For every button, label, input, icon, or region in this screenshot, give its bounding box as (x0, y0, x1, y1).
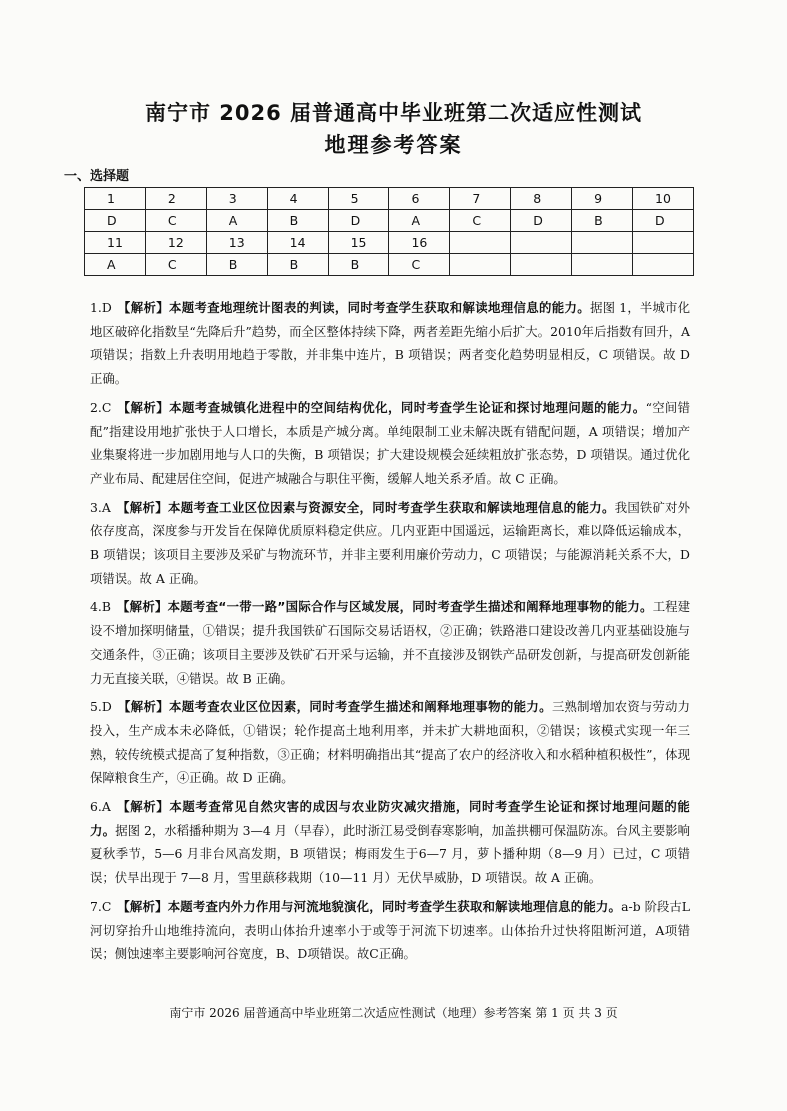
answer-table-row (85, 188, 694, 210)
answer-table-cell: C (145, 254, 206, 276)
answer-table-cell: B (206, 254, 267, 276)
answer-table-cell: B (328, 254, 389, 276)
answer-table-cell: 10 (633, 188, 694, 210)
explanation-body: 三熟制增加农资与劳动力投入，生产成本未必降低，①错误；轮作提高土地利用率，并未扩大耕地面积，②错误；该模式实现一年三熟，较传统模式提高了复种指数，③正确；材料明确指出其“提高了农户的经济收入和水稻种植积极性”，体现保障粮食生产，④正确。故 D 正确。 (90, 699, 690, 786)
answer-table-cell: 2 (145, 188, 206, 210)
question-number: 2.C (90, 399, 112, 415)
answer-table-cell: 13 (206, 232, 267, 254)
answer-table-cell: 8 (511, 188, 572, 210)
explanation-heading: 【解析】本题考查常见自然灾害的成因与农业防灾减灾措施，同时考查学生论证和探讨地理问题的能力。 (90, 799, 690, 838)
answer-table-cell: D (328, 210, 389, 232)
answer-table-cell (450, 254, 511, 276)
explanation-item (90, 595, 690, 690)
explanation-body: 据图 1，半城市化地区破碎化指数呈“先降后升”趋势，而全区整体持续下降，两者差距先缩小后扩大。2010年后指数有回升，A 项错误；指数上升表明用地趋于零散，并非集中连片，B 项错误；两者变化趋势明显相反，C 项错误。故 D 正确。 (90, 300, 690, 387)
explanation-heading: 【解析】本题考查工业区位因素与资源安全，同时考查学生获取和解读地理信息的能力。 (116, 499, 615, 515)
answer-table-cell (450, 232, 511, 254)
title-line-1: 南宁市 2026 届普通高中毕业班第二次适应性测试 (144, 101, 643, 125)
explanation-heading: 【解析】本题考查“一带一路”国际合作与区域发展，同时考查学生描述和阐释地理事物的能力。 (116, 599, 653, 615)
explanation-heading: 【解析】本题考查城镇化进程中的空间结构优化，同时考查学生论证和探讨地理问题的能力。 (117, 399, 646, 415)
answer-table-cell: C (389, 254, 450, 276)
answer-table-cell: 14 (267, 232, 328, 254)
answer-table-cell: A (206, 210, 267, 232)
answer-table-cell: B (572, 210, 633, 232)
explanation-item (90, 895, 690, 966)
answer-table-cell: C (145, 210, 206, 232)
question-number: 4.B (90, 599, 111, 615)
answer-table-cell: D (633, 210, 694, 232)
answer-table-cell: 12 (145, 232, 206, 254)
answer-table-cell: 5 (328, 188, 389, 210)
answer-table-cell: 1 (85, 188, 146, 210)
explanation-body: 工程建设不增加探明储量，①错误；提升我国铁矿石国际交易话语权，②正确；铁路港口建设改善几内亚基础设施与交通条件，③正确；该项目主要涉及铁矿石开采与运输，并不直接涉及钢铁产品研发创新，与提高研发创新能力无直接关联，④错误。故 B 正确。 (90, 599, 691, 686)
explanation-item (90, 296, 690, 391)
explanation-body: a-b 阶段古L河切穿抬升山地维持流向，表明山体抬升速率小于或等于河流下切速率。山体抬升过快将阻断河道，A项错误；侧蚀速率主要影响河谷宽度，B、D项错误。故C正确。 (90, 898, 690, 962)
explanation-item (90, 496, 690, 591)
explanation-item (90, 695, 690, 790)
question-number: 7.C (90, 898, 112, 914)
answer-table-cell: 7 (450, 188, 511, 210)
answer-table-cell: B (267, 254, 328, 276)
answer-table-cell (572, 254, 633, 276)
question-number: 6.A (90, 799, 111, 815)
answer-table-cell: C (450, 210, 511, 232)
explanation-item (90, 396, 690, 491)
explanation-heading: 【解析】本题考查地理统计图表的判读，同时考查学生获取和解读地理信息的能力。 (117, 300, 591, 315)
explanation-list (90, 296, 690, 971)
page-footer: 南宁市 2026 届普通高中毕业班第二次适应性测试（地理）参考答案 第 1 页 共 3 页 (169, 1006, 618, 1020)
explanation-heading: 【解析】本题考查农业区位因素，同时考查学生描述和阐释地理事物的能力。 (117, 699, 552, 715)
explanation-body: “空间错配”指建设用地扩张快于人口增长，本质是产城分离。单纯限制工业未解决既有错配问题，A 项错误；增加产业集聚将进一步加剧用地与人口的失衡，B 项错误；扩大建设规模会延续粗放扩张态势，D 项错误。通过优化产业布局、配建居住空间，促进产城融合与职住平衡，缓解人地关系矛盾。故 C 正确。 (90, 399, 690, 486)
answer-table-cell (572, 232, 633, 254)
answer-table-cell (633, 232, 694, 254)
answer-table-row (85, 232, 694, 254)
answer-table-cell (633, 254, 694, 276)
answer-table-cell: 11 (85, 232, 146, 254)
question-number: 5.D (90, 699, 112, 715)
answer-table-cell (511, 254, 572, 276)
answer-table-cell: 9 (572, 188, 633, 210)
answer-table-row (85, 210, 694, 232)
explanation-item (90, 795, 690, 890)
answer-table-cell: D (511, 210, 572, 232)
answer-table-cell: 16 (389, 232, 450, 254)
explanation-heading: 【解析】本题考查内外力作用与河流地貌演化，同时考查学生获取和解读地理信息的能力。 (117, 898, 622, 914)
answer-table-cell: B (267, 210, 328, 232)
title-line-2: 地理参考答案 (324, 133, 463, 157)
question-number: 3.A (90, 499, 111, 515)
answer-table-cell: 4 (267, 188, 328, 210)
explanation-body: 据图 2，水稻播种期为 3—4 月（早春），此时浙江易受倒春寒影响，加盖拱棚可保温防冻。台风主要影响夏秋季节，5—6 月非台风高发期，B 项错误；梅雨发生于6—7 月，萝卜播种期（8—9 月）已过，C 项错误；伏旱出现于 7—8 月，雪里蕻移栽期（10—11 月）无伏旱威胁，D 项错误。故 A 正确。 (90, 822, 691, 886)
answer-table-cell (511, 232, 572, 254)
answer-table (84, 187, 694, 276)
answer-table-cell: 6 (389, 188, 450, 210)
answer-table-cell: A (85, 254, 146, 276)
answer-table-cell: 15 (328, 232, 389, 254)
explanation-body: 我国铁矿对外依存度高，深度参与开发旨在保障优质原料稳定供应。几内亚距中国遥远，运输距离长，难以降低运输成本，B 项错误；该项目主要涉及采矿与物流环节，并非主要利用廉价劳动力，C 项错误；与能源消耗关系不大，D 项错误。故 A 正确。 (90, 499, 690, 586)
answer-table-cell: 3 (206, 188, 267, 210)
answer-table-cell: A (389, 210, 450, 232)
answer-table-row (85, 254, 694, 276)
question-number: 1.D (90, 300, 112, 315)
section-heading: 一、选择题 (64, 169, 130, 184)
answer-table-cell: D (85, 210, 146, 232)
